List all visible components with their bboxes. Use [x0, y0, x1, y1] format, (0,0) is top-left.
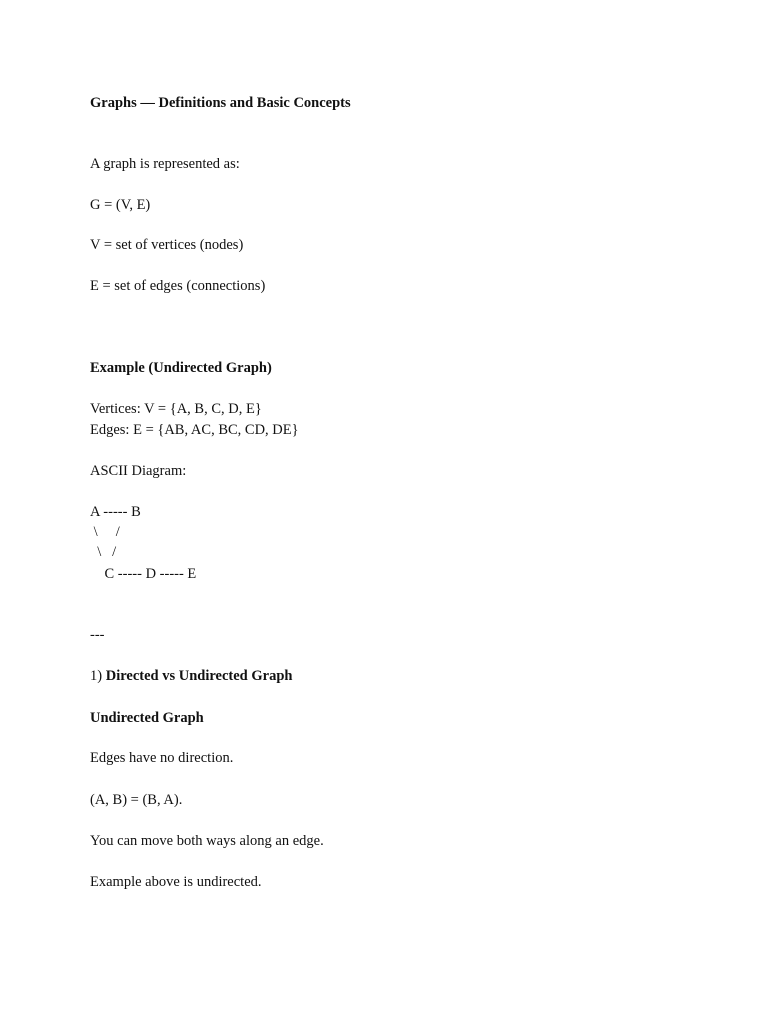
undirected-line: (A, B) = (B, A). [90, 792, 183, 808]
ascii-diagram-line: \ / [90, 544, 117, 560]
intro-line: A graph is represented as: [90, 156, 240, 172]
graph-definition: G = (V, E) [90, 197, 151, 213]
diagram-label: ASCII Diagram: [90, 463, 187, 479]
example-vertices: Vertices: V = {A, B, C, D, E} [90, 401, 262, 417]
document-title: Graphs — Definitions and Basic Concepts [90, 95, 351, 111]
undirected-line: Edges have no direction. [90, 750, 234, 766]
vertices-definition: V = set of vertices (nodes) [90, 237, 244, 253]
ascii-diagram-line: A ----- B [90, 504, 141, 520]
undirected-line: You can move both ways along an edge. [90, 833, 324, 849]
section-1-number: 1) [90, 668, 106, 684]
undirected-line: Example above is undirected. [90, 874, 262, 890]
section-separator: --- [90, 627, 105, 643]
undirected-subheading: Undirected Graph [90, 710, 204, 726]
example-edges: Edges: E = {AB, AC, BC, CD, DE} [90, 422, 299, 438]
edges-definition: E = set of edges (connections) [90, 278, 266, 294]
ascii-diagram-line: \ / [90, 524, 120, 540]
section-1-title: Directed vs Undirected Graph [105, 668, 293, 684]
example-heading: Example (Undirected Graph) [90, 360, 272, 376]
section-1-heading [90, 667, 292, 685]
ascii-diagram-line: C ----- D ----- E [90, 566, 197, 582]
